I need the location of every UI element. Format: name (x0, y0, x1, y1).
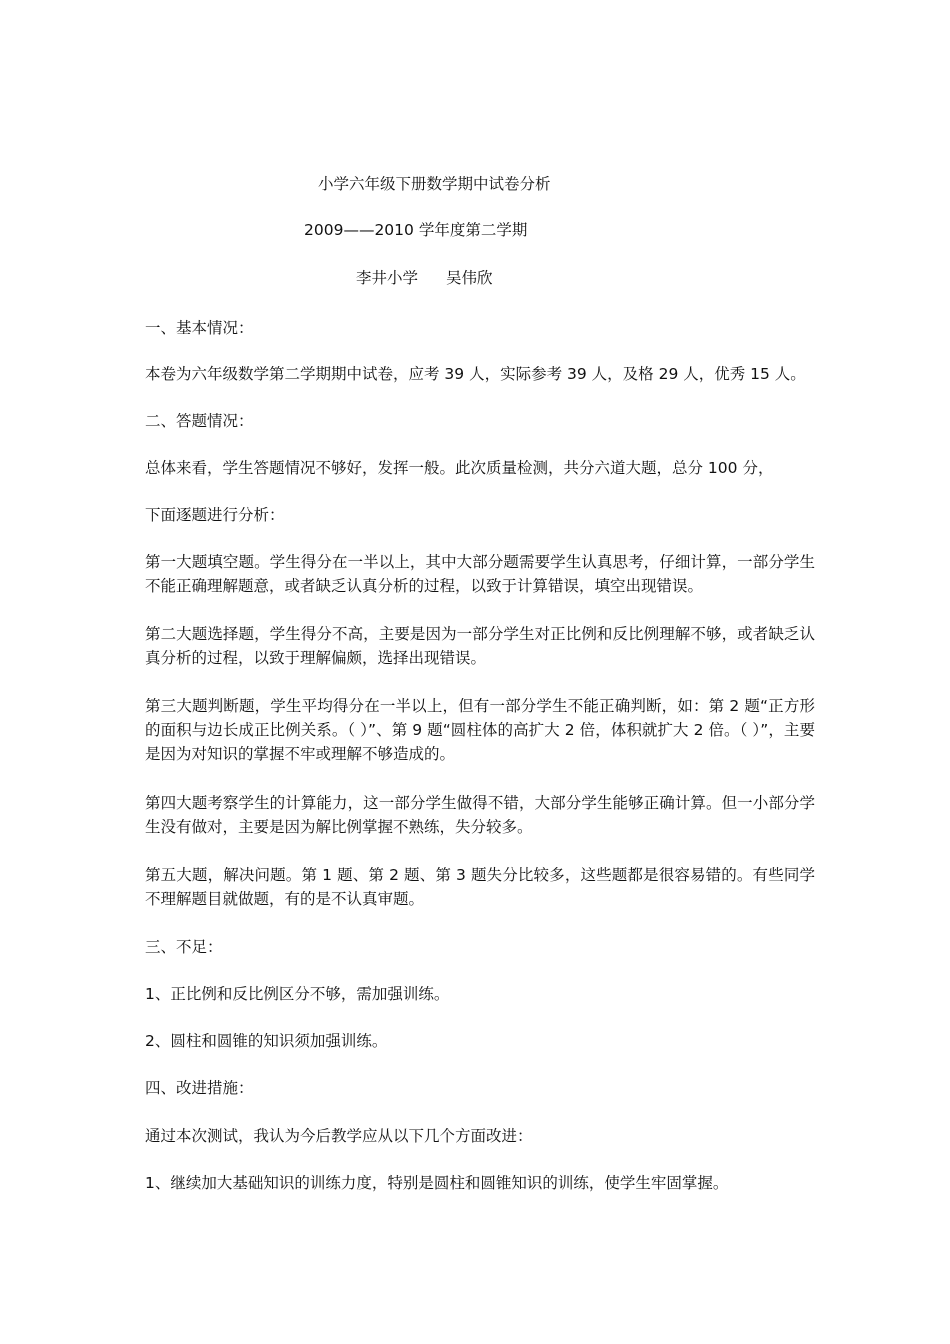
section-heading-shortcomings: 三、不足： (145, 938, 223, 956)
question-2-analysis: 第二大题选择题，学生得分不高，主要是因为一部分学生对正比例和反比例理解不够，或者缺乏认真分析的过程，以致于理解偏颇，选择出现错误。 (145, 625, 815, 667)
improvements-intro: 通过本次测试，我认为今后教学应从以下几个方面改进： (145, 1127, 533, 1145)
shortcoming-item-1: 1、正比例和反比例区分不够，需加强训练。 (145, 985, 450, 1003)
basic-info-text: 本卷为六年级数学第二学期期中试卷，应考 39 人，实际参考 39 人，及格 29 人，优秀 15 人。 (145, 365, 806, 383)
section-heading-answers: 二、答题情况： (145, 412, 254, 430)
section-heading-improvements: 四、改进措施： (145, 1079, 254, 1097)
question-4-analysis: 第四大题考察学生的计算能力，这一部分学生做得不错，大部分学生能够正确计算。但一小部分学生没有做对，主要是因为解比例掌握不熟练，失分较多。 (145, 794, 815, 836)
shortcoming-item-2: 2、圆柱和圆锥的知识须加强训练。 (145, 1032, 388, 1050)
question-1-analysis: 第一大题填空题。学生得分在一半以上，其中大部分题需要学生认真思考，仔细计算，一部分学生不能正确理解题意，或者缺乏认真分析的过程，以致于计算错误，填空出现错误。 (145, 553, 815, 595)
question-3-analysis: 第三大题判断题，学生平均得分在一半以上，但有一部分学生不能正确判断，如：第 2 题“正方形的面积与边长成正比例关系。（ ）”、第 9 题“圆柱体的高扩大 2 倍，体积就扩大 2 倍。（ ）”，主要是因为对知识的掌握不牢或理解不够造成的。 (145, 697, 815, 763)
document-byline (356, 266, 493, 290)
document-title: 小学六年级下册数学期中试卷分析 (318, 175, 551, 193)
question-5-analysis: 第五大题，解决问题。第 1 题、第 2 题、第 3 题失分比较多，这些题都是很容易错的。有些同学不理解题目就做题，有的是不认真审题。 (145, 866, 815, 908)
answers-overview-text: 总体来看，学生答题情况不够好，发挥一般。此次质量检测，共分六道大题，总分 100 分， (145, 459, 774, 477)
improvement-item-1: 1、继续加大基础知识的训练力度，特别是圆柱和圆锥知识的训练，使学生牢固掌握。 (145, 1174, 729, 1192)
section-heading-basic: 一、基本情况： (145, 319, 254, 337)
answers-intro-text: 下面逐题进行分析： (145, 506, 285, 524)
author-name: 吴伟欣 (446, 269, 493, 287)
school-name: 李井小学 (356, 269, 419, 287)
document-term: 2009——2010 学年度第二学期 (304, 221, 528, 239)
